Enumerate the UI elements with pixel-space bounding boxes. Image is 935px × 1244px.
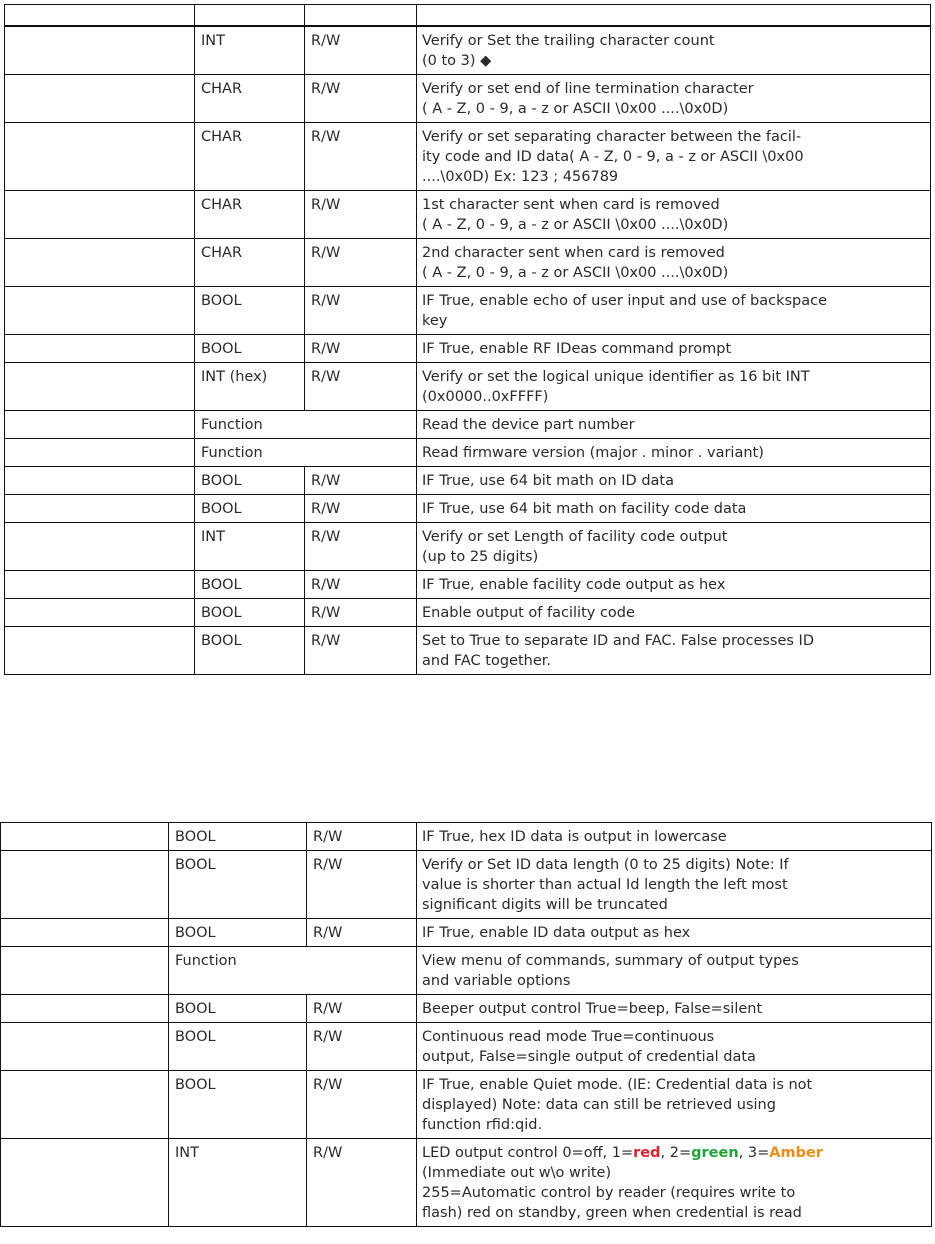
cell-access: R/W bbox=[307, 995, 417, 1023]
table-row bbox=[5, 571, 931, 599]
cell-name bbox=[5, 191, 195, 239]
table-row bbox=[5, 239, 931, 287]
cell-description: Verify or set end of line termination character ( A - Z, 0 - 9, a - z or ASCII \0x00 ....\0x0D) bbox=[417, 75, 931, 123]
cell-access: R/W bbox=[305, 287, 417, 335]
table-row bbox=[5, 75, 931, 123]
table-row bbox=[1, 1023, 932, 1071]
led-desc-prefix: LED output control 0=off, 1= bbox=[422, 1145, 634, 1161]
table-row bbox=[5, 363, 931, 411]
table-row bbox=[1, 995, 932, 1023]
table-row bbox=[5, 335, 931, 363]
table-row bbox=[5, 495, 931, 523]
table-row-led-control bbox=[1, 1139, 932, 1227]
cell-name bbox=[5, 571, 195, 599]
cell-type: BOOL bbox=[169, 919, 307, 947]
table-row bbox=[5, 27, 931, 75]
table-row bbox=[5, 287, 931, 335]
table-row bbox=[5, 411, 931, 439]
cell-type: BOOL bbox=[195, 627, 305, 675]
cell-type: INT (hex) bbox=[195, 363, 305, 411]
cell-access: R/W bbox=[305, 627, 417, 675]
cell-description: IF True, use 64 bit math on ID data bbox=[417, 467, 931, 495]
cell-name bbox=[1, 1139, 169, 1227]
cell-description: Verify or set Length of facility code output (up to 25 digits) bbox=[417, 523, 931, 571]
cell-access: R/W bbox=[305, 335, 417, 363]
cell-name bbox=[5, 75, 195, 123]
cell-access: R/W bbox=[305, 75, 417, 123]
header-cell-type bbox=[195, 5, 305, 26]
cell-name bbox=[5, 27, 195, 75]
cell-access: R/W bbox=[305, 239, 417, 287]
cell-name bbox=[5, 467, 195, 495]
cell-type: CHAR bbox=[195, 75, 305, 123]
cell-name bbox=[1, 947, 169, 995]
table-header-row bbox=[5, 5, 931, 26]
cell-access: R/W bbox=[305, 599, 417, 627]
cell-name bbox=[5, 439, 195, 467]
cell-type: INT bbox=[195, 27, 305, 75]
cell-type: BOOL bbox=[195, 467, 305, 495]
cell-type: BOOL bbox=[169, 851, 307, 919]
cell-access: R/W bbox=[305, 495, 417, 523]
command-table-bottom bbox=[0, 822, 932, 1227]
table-row bbox=[1, 851, 932, 919]
cell-description: IF True, hex ID data is output in lowercase bbox=[417, 823, 932, 851]
led-desc-suffix: (Immediate out w\o write) 255=Automatic control by reader (requires write to flash) red on standby, green when credential is read bbox=[422, 1165, 802, 1221]
cell-description: IF True, use 64 bit math on facility code data bbox=[417, 495, 931, 523]
header-cell-description bbox=[417, 5, 931, 26]
table-row bbox=[5, 523, 931, 571]
table-row bbox=[1, 947, 932, 995]
table-row bbox=[5, 467, 931, 495]
table-row bbox=[1, 1071, 932, 1139]
cell-type: Function bbox=[195, 439, 417, 467]
cell-description: Verify or set the logical unique identifier as 16 bit INT (0x0000..0xFFFF) bbox=[417, 363, 931, 411]
cell-access: R/W bbox=[305, 571, 417, 599]
cell-access: R/W bbox=[307, 823, 417, 851]
cell-description: IF True, enable Quiet mode. (IE: Credential data is not displayed) Note: data can still be retrieved using function rfid:qid. bbox=[417, 1071, 932, 1139]
led-red-label: red bbox=[633, 1145, 661, 1161]
cell-type: CHAR bbox=[195, 239, 305, 287]
header-cell-name bbox=[5, 5, 195, 26]
cell-description: Read firmware version (major . minor . variant) bbox=[417, 439, 931, 467]
cell-name bbox=[1, 823, 169, 851]
cell-description: IF True, enable RF IDeas command prompt bbox=[417, 335, 931, 363]
command-table-top-body bbox=[5, 5, 931, 675]
cell-name bbox=[1, 851, 169, 919]
cell-description: 1st character sent when card is removed ( A - Z, 0 - 9, a - z or ASCII \0x00 ....\0x0D) bbox=[417, 191, 931, 239]
cell-type: BOOL bbox=[169, 1071, 307, 1139]
cell-access: R/W bbox=[307, 1071, 417, 1139]
cell-name bbox=[5, 523, 195, 571]
cell-access: R/W bbox=[305, 467, 417, 495]
cell-type: BOOL bbox=[169, 995, 307, 1023]
cell-access: R/W bbox=[305, 191, 417, 239]
cell-description: IF True, enable ID data output as hex bbox=[417, 919, 932, 947]
cell-name bbox=[5, 287, 195, 335]
led-amber-label: Amber bbox=[769, 1145, 823, 1161]
cell-type: Function bbox=[195, 411, 417, 439]
cell-description: Beeper output control True=beep, False=silent bbox=[417, 995, 932, 1023]
cell-description: Read the device part number bbox=[417, 411, 931, 439]
cell-type: BOOL bbox=[195, 495, 305, 523]
cell-name bbox=[1, 1023, 169, 1071]
cell-description: IF True, enable facility code output as hex bbox=[417, 571, 931, 599]
cell-name bbox=[5, 335, 195, 363]
cell-name bbox=[1, 919, 169, 947]
cell-name bbox=[5, 495, 195, 523]
cell-description: 2nd character sent when card is removed ( A - Z, 0 - 9, a - z or ASCII \0x00 ....\0x0D) bbox=[417, 239, 931, 287]
cell-description: Set to True to separate ID and FAC. False processes ID and FAC together. bbox=[417, 627, 931, 675]
cell-name bbox=[5, 599, 195, 627]
cell-name bbox=[1, 1071, 169, 1139]
cell-description: Enable output of facility code bbox=[417, 599, 931, 627]
cell-access: R/W bbox=[307, 919, 417, 947]
table-row bbox=[1, 823, 932, 851]
cell-name bbox=[1, 995, 169, 1023]
cell-access: R/W bbox=[307, 1139, 417, 1227]
table-row bbox=[5, 599, 931, 627]
cell-type: BOOL bbox=[195, 335, 305, 363]
cell-type: BOOL bbox=[169, 1023, 307, 1071]
cell-description: Verify or Set ID data length (0 to 25 digits) Note: If value is shorter than actual Id length the left most significant digits will be truncated bbox=[417, 851, 932, 919]
cell-type: BOOL bbox=[169, 823, 307, 851]
table-row bbox=[1, 919, 932, 947]
cell-type: BOOL bbox=[195, 599, 305, 627]
led-row-body bbox=[1, 1139, 932, 1227]
cell-access: R/W bbox=[305, 27, 417, 75]
cell-type: INT bbox=[169, 1139, 307, 1227]
cell-description bbox=[417, 1139, 932, 1227]
table-row bbox=[5, 439, 931, 467]
cell-name bbox=[5, 627, 195, 675]
cell-description: Continuous read mode True=continuous output, False=single output of credential data bbox=[417, 1023, 932, 1071]
cell-type: CHAR bbox=[195, 123, 305, 191]
led-sep-1: , 2= bbox=[660, 1145, 692, 1161]
command-table-bottom-body bbox=[1, 823, 932, 1139]
cell-access: R/W bbox=[307, 1023, 417, 1071]
cell-access: R/W bbox=[307, 851, 417, 919]
cell-name bbox=[5, 411, 195, 439]
cell-name bbox=[5, 363, 195, 411]
cell-description: Verify or Set the trailing character count (0 to 3) ◆ bbox=[417, 27, 931, 75]
cell-name bbox=[5, 123, 195, 191]
led-green-label: green bbox=[691, 1145, 739, 1161]
cell-type: BOOL bbox=[195, 287, 305, 335]
cell-access: R/W bbox=[305, 523, 417, 571]
cell-description: View menu of commands, summary of output types and variable options bbox=[417, 947, 932, 995]
cell-description: IF True, enable echo of user input and use of backspace key bbox=[417, 287, 931, 335]
cell-type: Function bbox=[169, 947, 417, 995]
cell-access: R/W bbox=[305, 123, 417, 191]
table-row bbox=[5, 123, 931, 191]
cell-type: INT bbox=[195, 523, 305, 571]
table-row bbox=[5, 191, 931, 239]
header-cell-access bbox=[305, 5, 417, 26]
cell-type: CHAR bbox=[195, 191, 305, 239]
cell-name bbox=[5, 239, 195, 287]
cell-description: Verify or set separating character between the facil- ity code and ID data( A - Z, 0 - 9, a - z or ASCII \0x00 ....\0x0D) Ex: 123 ; 456789 bbox=[417, 123, 931, 191]
led-sep-2: , 3= bbox=[738, 1145, 770, 1161]
table-row bbox=[5, 627, 931, 675]
cell-access: R/W bbox=[305, 363, 417, 411]
command-table-top bbox=[4, 4, 931, 675]
cell-type: BOOL bbox=[195, 571, 305, 599]
